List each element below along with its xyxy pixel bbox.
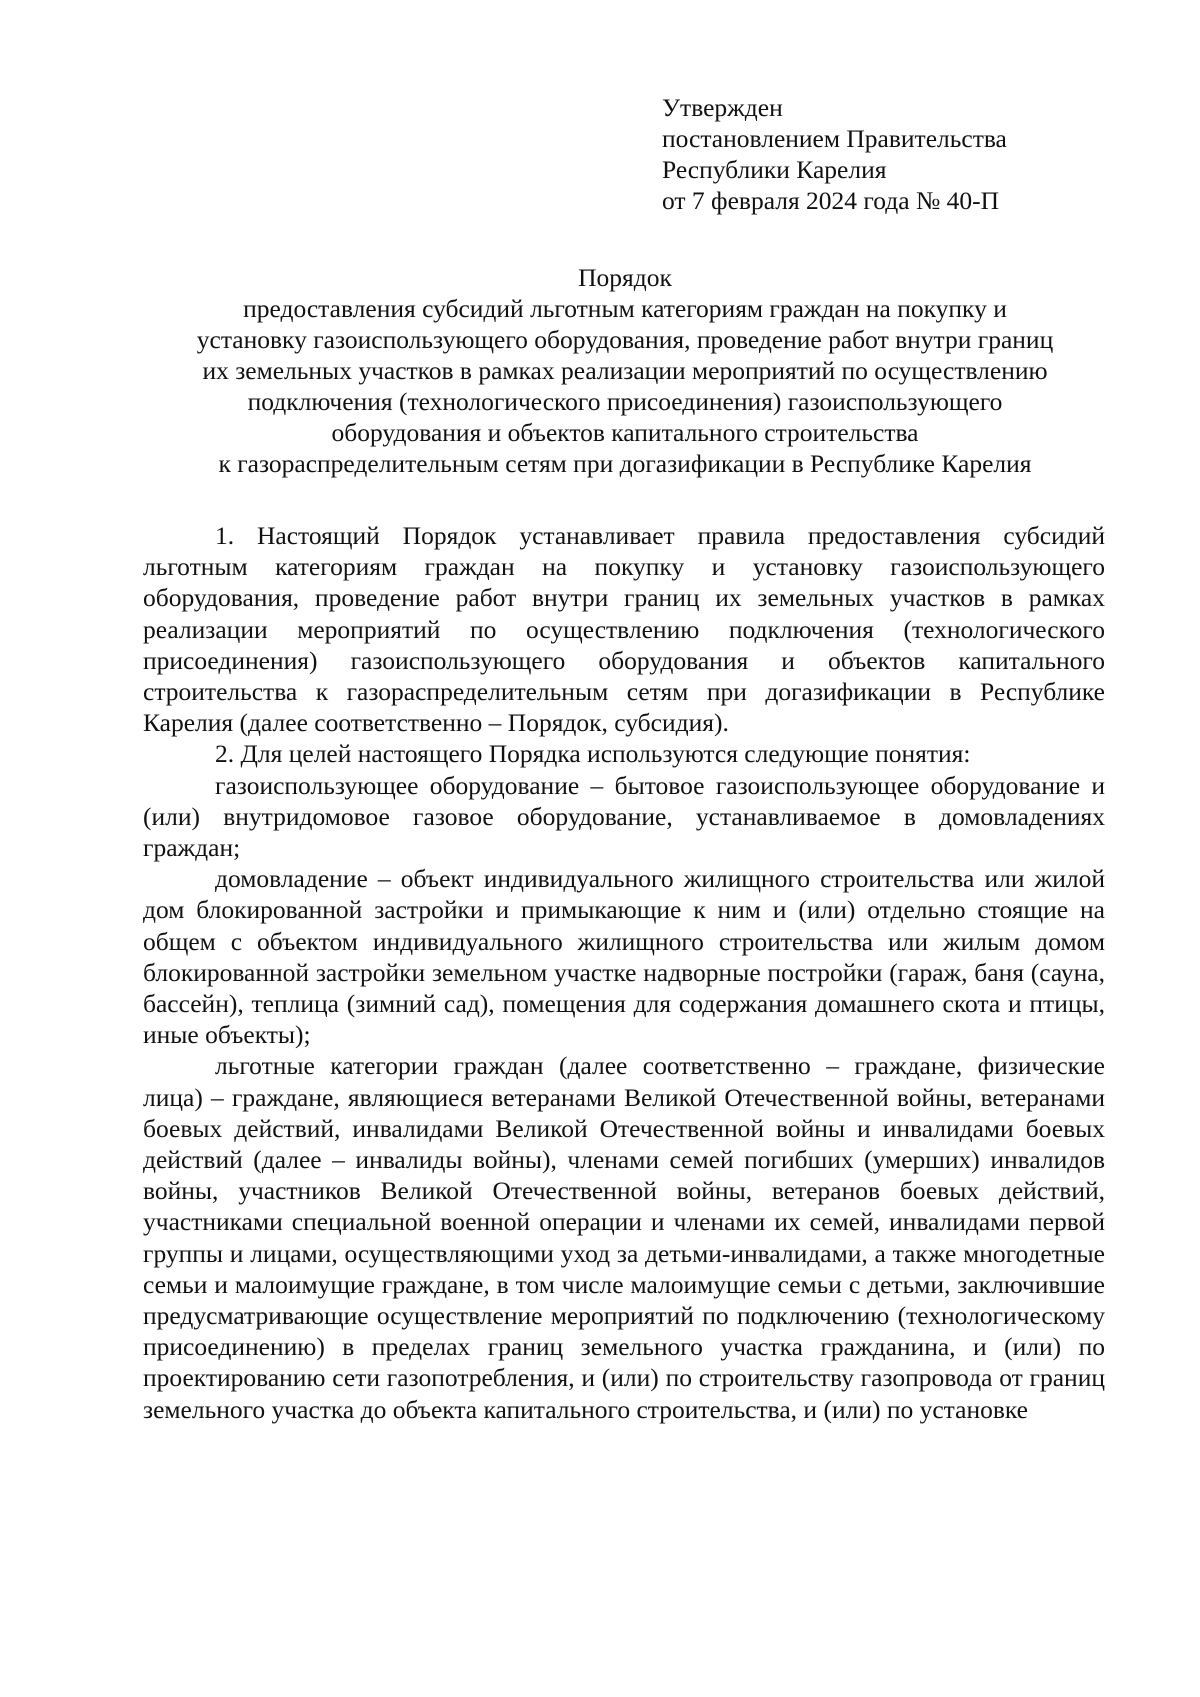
title-heading: Порядок — [578, 263, 672, 292]
document-title — [140, 262, 1110, 479]
paragraph-2: 2. Для целей настоящего Порядка используются следующие понятия: — [215, 739, 971, 769]
approval-stamp — [662, 92, 1162, 216]
title-line: к газораспределительным сетям при догазификации в Республике Карелия — [218, 449, 1032, 478]
definition-privileged-citizens: льготные категории граждан (далее соответственно – граждане, физические лица) – граждане, являющиеся ветеранами Великой Отечественной войны, ветеранами боевых действий, инвалидами Великой Отечественной войны и инвалидами боевых действий (далее – инвалиды войны), членами семей погибших (умерших) инвалидов войны, участников Великой Отечественной войны, ветеранов боевых действий, участниками специальной военной операции и членами их семей, инвалидами первой группы и лицами, осуществляющими уход за детьми-инвалидами, а также многодетные семьи и малоимущие граждане, в том числе малоимущие семьи с детьми, заключившие предусматривающие осуществление мероприятий по подключению (технологическому присоединению) в пределах границ земельного участка гражданина, и (или) по проектированию сети газопотребления, и (или) по строительству газопровода от границ земельного участка до объекта капитального строительства, и (или) по установке — [143, 1051, 1105, 1424]
approval-line-approved: Утвержден — [662, 93, 783, 122]
paragraph-1: 1. Настоящий Порядок устанавливает правила предоставления субсидий льготным категориям граждан на покупку и установку газоиспользующего оборудования, проведение работ внутри границ их земельных участков в рамках реализации мероприятий по осуществлению подключения (технологического присоединения) газоиспользующего оборудования и объектов капитального строительства к газораспределительным сетям при догазификации в Республике Карелия (далее соответственно – Порядок, субсидия). — [143, 521, 1105, 738]
approval-line-date: от 7 февраля 2024 года № 40-П — [662, 186, 1000, 215]
title-line: оборудования и объектов капитального строительства — [331, 418, 919, 447]
approval-line-republic: Республики Карелия — [662, 155, 887, 184]
approval-line-resolution: постановлением Правительства — [662, 124, 1007, 153]
title-line: их земельных участков в рамках реализации мероприятий по осуществлению — [202, 356, 1048, 385]
title-line: предоставления субсидий льготным категориям граждан на покупку и — [243, 294, 1007, 323]
title-line: установку газоиспользующего оборудования, проведение работ внутри границ — [196, 325, 1054, 354]
document-body — [143, 520, 1105, 1425]
definition-household: домовладение – объект индивидуального жилищного строительства или жилой дом блокированной застройки и примыкающие к ним и (или) отдельно стоящие на общем с объектом индивидуального жилищного строительства или жилым домом блокированной застройки земельном участке надворные постройки (гараж, баня (сауна, бассейн), теплица (зимний сад), помещения для содержания домашнего скота и птицы, иные объекты); — [143, 864, 1105, 1050]
title-line: подключения (технологического присоединения) газоиспользующего — [247, 387, 1003, 416]
definition-gas-equipment: газоиспользующее оборудование – бытовое газоиспользующее оборудование и (или) внутридомовое газовое оборудование, устанавливаемое в домовладениях граждан; — [143, 770, 1105, 863]
